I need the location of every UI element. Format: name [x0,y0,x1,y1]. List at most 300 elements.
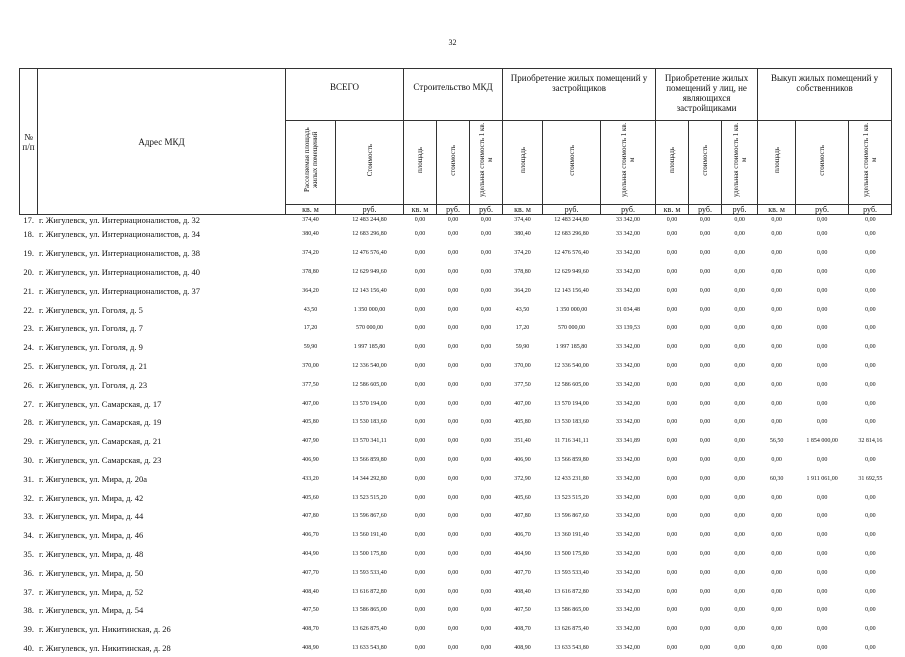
row-number: 28. [20,413,38,432]
row-value: 0,00 [722,357,758,376]
row-number: 26. [20,375,38,394]
row-value: 0,00 [758,357,796,376]
row-value: 0,00 [470,375,503,394]
row-value: 13 360 191,40 [543,526,601,545]
row-value: 0,00 [470,488,503,507]
row-value: 0,00 [656,319,689,338]
row-value: 0,00 [849,601,892,620]
row-value: 0,00 [437,469,470,488]
row-value: 406,90 [286,451,336,470]
row-value: 0,00 [796,488,849,507]
row-value: 0,00 [656,601,689,620]
row-value: 374,40 [503,215,543,226]
row-value: 0,00 [656,639,689,657]
row-value: 0,00 [796,375,849,394]
row-value: 0,00 [656,563,689,582]
row-value: 0,00 [849,215,892,226]
row-value: 33 341,89 [601,432,656,451]
row-value: 0,00 [796,215,849,226]
row-value: 0,00 [470,281,503,300]
row-value: 0,00 [470,319,503,338]
row-value: 0,00 [470,300,503,319]
row-value: 13 560 191,40 [336,526,404,545]
row-value: 407,00 [286,394,336,413]
subheader-cost: стоимость [689,121,722,205]
unit-rub: руб. [689,205,722,215]
row-value: 406,70 [503,526,543,545]
table-row [20,394,892,413]
row-number: 21. [20,281,38,300]
row-value: 0,00 [689,215,722,226]
row-value: 377,50 [503,375,543,394]
row-value: 33 342,00 [601,526,656,545]
group-buyout-header: Выкуп жилых помещений у собственников [758,69,892,121]
row-value: 0,00 [758,488,796,507]
row-value: 374,40 [286,215,336,226]
row-value: 12 683 296,80 [543,225,601,244]
row-value: 405,60 [503,488,543,507]
row-value: 0,00 [689,225,722,244]
row-value: 0,00 [404,300,437,319]
row-value: 0,00 [722,620,758,639]
row-address: г. Жигулевск, ул. Гоголя, д. 9 [38,338,286,357]
row-value: 0,00 [470,263,503,282]
row-value: 407,00 [503,394,543,413]
row-value: 0,00 [437,357,470,376]
row-value: 0,00 [849,488,892,507]
unit-rub: руб. [336,205,404,215]
row-value: 59,90 [503,338,543,357]
row-value: 0,00 [758,601,796,620]
table-row [20,507,892,526]
row-value: 0,00 [656,582,689,601]
row-value: 33 342,00 [601,469,656,488]
row-value: 408,90 [503,639,543,657]
row-value: 13 500 175,80 [336,545,404,564]
row-value: 0,00 [796,300,849,319]
row-value: 13 633 543,80 [336,639,404,657]
row-value: 0,00 [404,526,437,545]
row-value: 433,20 [286,469,336,488]
row-value: 12 629 949,60 [543,263,601,282]
row-number: 27. [20,394,38,413]
row-value: 12 483 244,80 [543,215,601,226]
row-value: 0,00 [849,526,892,545]
row-value: 407,90 [286,432,336,451]
row-value: 570 000,00 [543,319,601,338]
row-value: 0,00 [722,488,758,507]
row-value: 0,00 [849,319,892,338]
row-value: 0,00 [722,469,758,488]
row-value: 0,00 [656,281,689,300]
unit-rub: руб. [849,205,892,215]
row-value: 1 854 000,00 [796,432,849,451]
row-value: 0,00 [404,225,437,244]
row-value: 0,00 [437,582,470,601]
row-address: г. Жигулевск, ул. Интернационалистов, д. 37 [38,281,286,300]
row-value: 0,00 [758,526,796,545]
row-value: 0,00 [849,281,892,300]
table-row [20,620,892,639]
row-number: 38. [20,601,38,620]
row-value: 33 342,00 [601,394,656,413]
subheader-unit-cost: удельная стоимость 1 кв. м [601,121,656,205]
table-row [20,413,892,432]
row-value: 13 530 183,60 [336,413,404,432]
row-value: 1 350 000,00 [336,300,404,319]
row-value: 0,00 [796,620,849,639]
group-developers-header: Приобретение жилых помещений у застройщиков [503,69,656,121]
row-value: 0,00 [689,620,722,639]
unit-rub: руб. [601,205,656,215]
row-value: 13 570 341,11 [336,432,404,451]
row-number: 37. [20,582,38,601]
row-value: 0,00 [689,639,722,657]
row-value: 13 566 859,80 [336,451,404,470]
row-value: 33 342,00 [601,338,656,357]
row-value: 0,00 [656,488,689,507]
row-address: г. Жигулевск, ул. Интернационалистов, д. 32 [38,215,286,226]
row-value: 407,80 [286,507,336,526]
row-value: 13 523 515,20 [543,488,601,507]
mkd-resettlement-table [19,68,892,657]
row-value: 33 342,00 [601,451,656,470]
row-number: 30. [20,451,38,470]
row-value: 33 342,00 [601,375,656,394]
row-number: 22. [20,300,38,319]
row-number: 31. [20,469,38,488]
row-value: 33 342,00 [601,263,656,282]
row-value: 0,00 [656,451,689,470]
table-header [20,69,892,215]
row-value: 408,40 [286,582,336,601]
subheader-area: площадь [656,121,689,205]
subheader-cost: стоимость [796,121,849,205]
row-value: 0,00 [470,338,503,357]
subheader-area: площадь [503,121,543,205]
row-value: 0,00 [758,582,796,601]
row-value: 13 626 875,40 [336,620,404,639]
row-value: 370,00 [503,357,543,376]
row-value: 13 596 867,60 [543,507,601,526]
row-value: 1 911 061,00 [796,469,849,488]
subheader-unit-cost: удельная стоимость 1 кв. м [470,121,503,205]
table-row [20,545,892,564]
row-value: 13 570 194,00 [336,394,404,413]
table-row [20,300,892,319]
row-value: 0,00 [437,432,470,451]
row-value: 0,00 [404,639,437,657]
row-number: 32. [20,488,38,507]
row-value: 0,00 [437,263,470,282]
row-address: г. Жигулевск, ул. Гоголя, д. 23 [38,375,286,394]
row-value: 0,00 [758,375,796,394]
table-row [20,225,892,244]
row-value: 0,00 [689,451,722,470]
row-value: 0,00 [470,432,503,451]
row-value: 33 342,00 [601,507,656,526]
row-value: 13 593 533,40 [336,563,404,582]
row-value: 12 629 949,60 [336,263,404,282]
row-value: 0,00 [437,488,470,507]
row-address: г. Жигулевск, ул. Самарская, д. 21 [38,432,286,451]
table-row [20,375,892,394]
row-value: 0,00 [758,225,796,244]
row-value: 0,00 [758,545,796,564]
row-value: 14 344 292,80 [336,469,404,488]
row-number: 19. [20,244,38,263]
row-address: г. Жигулевск, ул. Самарская, д. 17 [38,394,286,413]
table-row [20,526,892,545]
row-value: 33 342,00 [601,582,656,601]
row-address: г. Жигулевск, ул. Интернационалистов, д. 38 [38,244,286,263]
row-value: 0,00 [437,639,470,657]
row-value: 12 336 540,00 [543,357,601,376]
row-value: 0,00 [722,601,758,620]
row-value: 1 997 185,80 [543,338,601,357]
row-value: 0,00 [437,281,470,300]
group-construction-header: Строительство МКД [404,69,503,121]
row-value: 0,00 [437,526,470,545]
table-row [20,432,892,451]
row-value: 33 342,00 [601,639,656,657]
row-value: 0,00 [722,526,758,545]
row-value: 13 500 175,80 [543,545,601,564]
row-value: 404,90 [286,545,336,564]
row-value: 0,00 [758,244,796,263]
row-value: 12 143 156,40 [336,281,404,300]
row-value: 0,00 [689,375,722,394]
row-value: 0,00 [437,601,470,620]
row-value: 0,00 [796,563,849,582]
row-value: 0,00 [656,300,689,319]
row-value: 0,00 [796,319,849,338]
row-value: 13 530 183,60 [543,413,601,432]
row-value: 0,00 [470,413,503,432]
row-value: 570 000,00 [336,319,404,338]
row-address: г. Жигулевск, ул. Мира, д. 54 [38,601,286,620]
page-number: 32 [0,38,905,47]
unit-sqm: кв. м [404,205,437,215]
row-value: 0,00 [796,526,849,545]
row-value: 0,00 [656,620,689,639]
row-value: 0,00 [689,582,722,601]
address-header: Адрес МКД [38,69,286,215]
row-value: 0,00 [849,357,892,376]
row-value: 17,20 [503,319,543,338]
unit-rub: руб. [722,205,758,215]
row-value: 0,00 [470,357,503,376]
row-value: 1 350 000,00 [543,300,601,319]
row-address: г. Жигулевск, ул. Никитинская, д. 28 [38,639,286,657]
row-value: 0,00 [796,601,849,620]
row-value: 0,00 [404,507,437,526]
row-value: 13 523 515,20 [336,488,404,507]
row-value: 0,00 [404,338,437,357]
row-value: 364,20 [503,281,543,300]
row-value: 407,50 [286,601,336,620]
row-value: 12 476 576,40 [543,244,601,263]
row-value: 0,00 [849,225,892,244]
row-value: 0,00 [722,215,758,226]
row-value: 0,00 [404,469,437,488]
row-value: 0,00 [470,545,503,564]
row-value: 0,00 [404,375,437,394]
table-row [20,582,892,601]
row-value: 33 139,53 [601,319,656,338]
group-non-developers-header: Приобретение жилых помещений у лиц, не являющихся застройщиками [656,69,758,121]
row-value: 0,00 [470,215,503,226]
row-value: 43,50 [503,300,543,319]
row-value: 0,00 [849,263,892,282]
row-value: 0,00 [849,244,892,263]
row-value: 0,00 [849,582,892,601]
row-value: 0,00 [437,375,470,394]
subheader-total-area: Расселяемая площадь жилых помещений [286,121,336,205]
row-value: 0,00 [722,451,758,470]
row-value: 378,80 [503,263,543,282]
row-value: 0,00 [689,281,722,300]
row-value: 0,00 [404,394,437,413]
row-value: 405,80 [286,413,336,432]
row-value: 13 626 875,40 [543,620,601,639]
row-value: 364,20 [286,281,336,300]
subheader-unit-cost: удельная стоимость 1 кв. м [722,121,758,205]
row-value: 12 586 605,00 [543,375,601,394]
row-value: 380,40 [286,225,336,244]
row-value: 0,00 [689,300,722,319]
row-address: г. Жигулевск, ул. Гоголя, д. 21 [38,357,286,376]
row-value: 0,00 [656,225,689,244]
row-value: 374,20 [503,244,543,263]
row-value: 12 433 231,80 [543,469,601,488]
row-value: 0,00 [470,225,503,244]
row-value: 0,00 [437,244,470,263]
row-number: 23. [20,319,38,338]
row-value: 372,90 [503,469,543,488]
row-number: 18. [20,225,38,244]
row-value: 0,00 [470,451,503,470]
row-value: 0,00 [758,281,796,300]
row-value: 0,00 [656,545,689,564]
row-value: 0,00 [849,639,892,657]
row-value: 0,00 [689,357,722,376]
row-value: 0,00 [689,488,722,507]
row-value: 0,00 [796,545,849,564]
row-value: 0,00 [722,225,758,244]
row-value: 0,00 [849,394,892,413]
row-number: 40. [20,639,38,657]
row-value: 32 814,16 [849,432,892,451]
table-row [20,281,892,300]
row-value: 0,00 [689,319,722,338]
row-number: 39. [20,620,38,639]
row-value: 0,00 [656,215,689,226]
row-value: 0,00 [758,620,796,639]
row-value: 0,00 [689,263,722,282]
row-value: 0,00 [470,244,503,263]
row-value: 377,50 [286,375,336,394]
table-row [20,488,892,507]
row-value: 380,40 [503,225,543,244]
row-number: 17. [20,215,38,226]
row-value: 0,00 [437,338,470,357]
row-value: 0,00 [722,639,758,657]
row-address: г. Жигулевск, ул. Интернационалистов, д. 34 [38,225,286,244]
row-address: г. Жигулевск, ул. Мира, д. 52 [38,582,286,601]
row-value: 13 570 194,00 [543,394,601,413]
row-address: г. Жигулевск, ул. Мира, д. 48 [38,545,286,564]
row-number: 24. [20,338,38,357]
table-row [20,601,892,620]
unit-sqm: кв. м [656,205,689,215]
subheader-total-cost: Стоимость [336,121,404,205]
row-value: 0,00 [470,639,503,657]
row-number: 29. [20,432,38,451]
row-value: 0,00 [722,394,758,413]
row-value: 0,00 [470,507,503,526]
table-row [20,263,892,282]
row-value: 0,00 [722,413,758,432]
row-address: г. Жигулевск, ул. Никитинская, д. 26 [38,620,286,639]
row-value: 13 596 867,60 [336,507,404,526]
row-value: 0,00 [404,488,437,507]
row-value: 0,00 [849,545,892,564]
row-value: 0,00 [722,263,758,282]
row-value: 0,00 [689,432,722,451]
row-value: 0,00 [404,413,437,432]
row-value: 0,00 [404,601,437,620]
row-value: 0,00 [404,281,437,300]
row-value: 0,00 [437,319,470,338]
row-value: 0,00 [689,413,722,432]
row-value: 0,00 [796,639,849,657]
row-address: г. Жигулевск, ул. Мира, д. 42 [38,488,286,507]
subheader-area: площадь [758,121,796,205]
row-value: 0,00 [656,244,689,263]
row-value: 0,00 [796,357,849,376]
row-address: г. Жигулевск, ул. Гоголя, д. 5 [38,300,286,319]
row-value: 59,90 [286,338,336,357]
row-value: 0,00 [758,300,796,319]
table-row [20,563,892,582]
row-value: 0,00 [722,244,758,263]
row-value: 406,90 [503,451,543,470]
unit-sqm: кв. м [286,205,336,215]
row-value: 0,00 [656,469,689,488]
row-value: 0,00 [758,263,796,282]
row-value: 31 692,55 [849,469,892,488]
row-value: 0,00 [470,394,503,413]
row-number: 25. [20,357,38,376]
row-value: 0,00 [437,300,470,319]
row-value: 0,00 [758,451,796,470]
row-value: 33 342,00 [601,225,656,244]
row-value: 0,00 [656,338,689,357]
row-value: 1 997 185,80 [336,338,404,357]
row-value: 0,00 [796,451,849,470]
row-value: 33 342,00 [601,244,656,263]
row-value: 405,60 [286,488,336,507]
unit-rub: руб. [437,205,470,215]
row-value: 370,00 [286,357,336,376]
row-value: 33 342,00 [601,545,656,564]
subheader-unit-cost: удельная стоимость 1 кв. м [849,121,892,205]
row-value: 0,00 [470,469,503,488]
row-address: г. Жигулевск, ул. Мира, д. 50 [38,563,286,582]
row-value: 0,00 [437,563,470,582]
row-value: 33 342,00 [601,488,656,507]
